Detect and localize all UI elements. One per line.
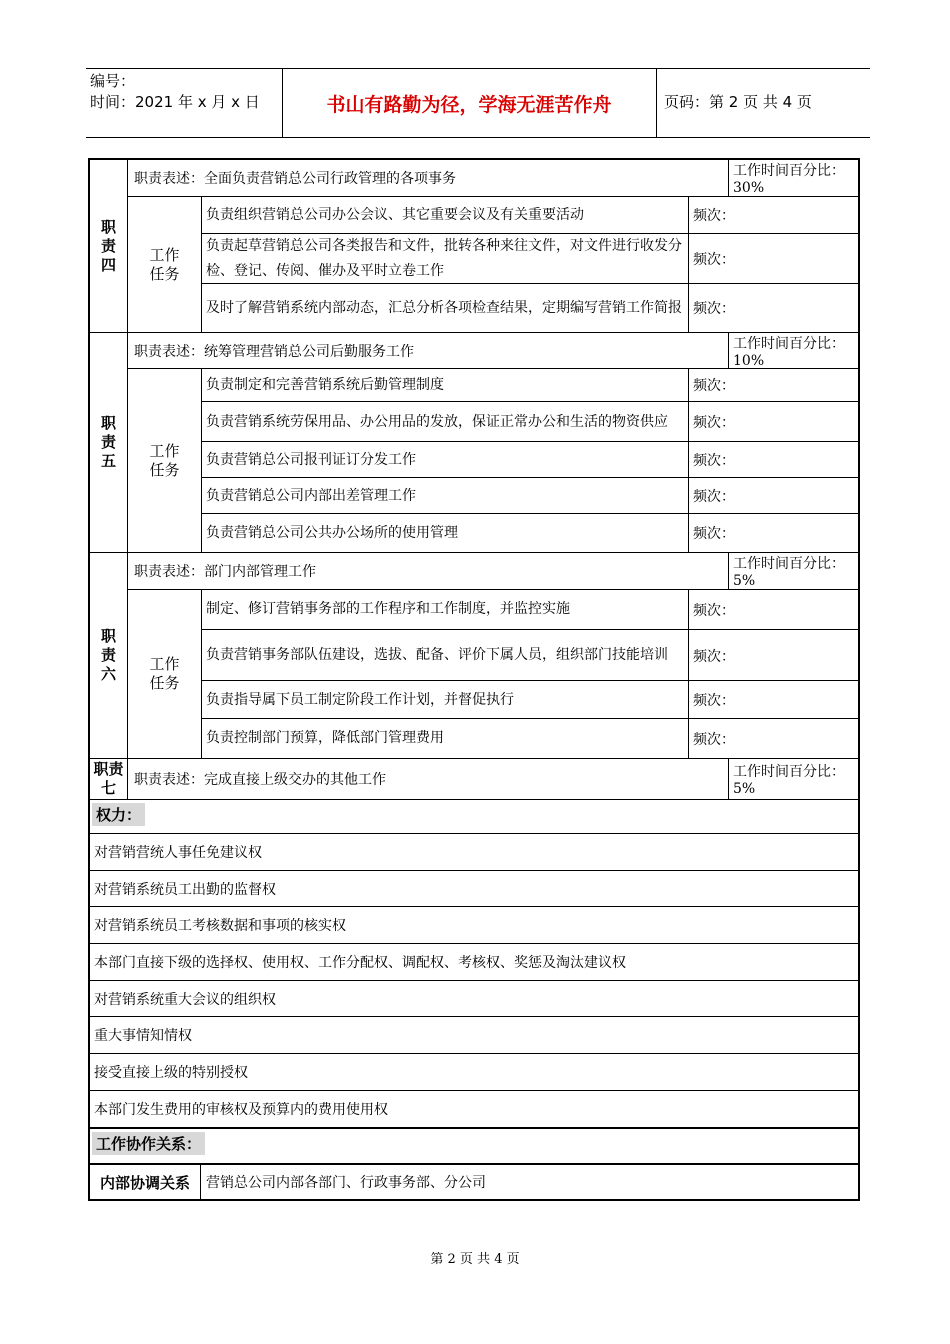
power-text: 接受直接上级的特别授权 [94,1065,248,1081]
power-text: 对营销系统重大会议的组织权 [94,991,276,1008]
duty-description-row [128,333,858,369]
task-row [202,629,858,681]
duty-description-row [128,553,858,590]
power-row [88,871,860,907]
task-row [202,369,858,401]
task-frequency: 频次： [688,514,858,552]
duty-description: 职责表述：完成直接上级交办的其他工作 [134,772,386,788]
duty-label-text: 职 责 六 [100,627,116,683]
task-label: 工作 任务 [128,369,202,552]
task-group [128,197,858,332]
task-text: 负责指导属下员工制定阶段工作计划，并督促执行 [206,691,514,708]
internal-relations-label: 内部协调关系 [90,1165,201,1199]
task-label: 工作 任务 [128,197,202,332]
duty-block-6 [88,553,860,759]
task-frequency: 频次： [688,719,858,758]
duty-description-row [128,759,858,799]
time-percent: 工作时间百分比：5% [728,553,858,589]
task-frequency: 频次： [688,369,858,401]
task-text: 负责起草营销总公司各类报告和文件，批转各种来往文件，对文件进行收发分检、登记、传阅、催办及平时立卷工作 [206,238,682,279]
header-divider [282,69,283,137]
relations-section-header [88,1129,860,1165]
power-text: 重大事情知情权 [94,1028,192,1044]
duty-description: 职责表述：部门内部管理工作 [134,564,316,580]
power-row [88,944,860,981]
duty-description: 职责表述：全面负责营销总公司行政管理的各项事务 [134,171,456,187]
page-header [86,68,870,138]
time-percent: 工作时间百分比：5% [728,759,858,799]
task-label: 工作 任务 [128,590,202,758]
task-frequency: 频次： [688,442,858,478]
duty-label-text: 职 责 五 [100,414,116,470]
time-percent: 工作时间百分比：10% [728,333,858,368]
duty-label [90,759,128,799]
task-frequency: 频次： [688,284,858,332]
time-label: 时间：2021 年 x 月 x 日 [90,93,260,111]
task-frequency: 频次： [688,590,858,629]
power-text: 对营销营统人事任免建议权 [94,845,262,861]
internal-relations-value: 营销总公司内部各部门、行政事务部、分公司 [206,1175,486,1191]
task-text: 负责营销总公司报刊证订分发工作 [206,451,416,468]
task-text: 负责营销系统劳保用品、办公用品的发放，保证正常办公和生活的物资供应 [206,413,668,430]
header-divider [656,69,657,137]
internal-relations-row [88,1165,860,1201]
duty-block-7 [88,759,860,800]
power-row [88,981,860,1017]
task-text: 负责控制部门预算，降低部门管理费用 [206,730,444,746]
relations-title: 工作协作关系： [92,1132,205,1155]
time-percent: 工作时间百分比：30% [728,160,858,196]
powers-title: 权力： [92,803,145,826]
task-group [128,369,858,552]
task-row [202,283,858,332]
power-row [88,1017,860,1054]
power-text: 对营销系统员工出勤的监督权 [94,881,276,898]
page-footer: 第 2 页 共 4 页 [430,1252,520,1267]
task-frequency: 频次： [688,681,858,719]
task-text: 负责营销总公司内部出差管理工作 [206,487,416,504]
task-frequency: 频次： [688,630,858,681]
task-row [202,513,858,552]
task-row [202,401,858,442]
power-row [88,1054,860,1091]
task-group [128,590,858,758]
duty-block-5 [88,333,860,553]
power-text: 对营销系统员工考核数据和事项的核实权 [94,918,346,934]
duty-label-text: 职 责 四 [100,217,116,274]
duty-description: 职责表述：统筹管理营销总公司后勤服务工作 [134,343,414,360]
task-frequency: 频次： [688,197,858,233]
power-row [88,1091,860,1129]
task-row [202,233,858,284]
task-frequency: 频次： [688,402,858,442]
header-meta [90,71,260,113]
power-row [88,834,860,871]
duty-label-text: 职责 七 [93,760,124,797]
task-row [202,718,858,758]
task-text: 负责组织营销总公司办公会议、其它重要会议及有关重要活动 [206,206,584,223]
power-text: 本部门发生费用的审核权及预算内的费用使用权 [94,1102,388,1118]
task-row [202,590,858,629]
task-text: 负责制定和完善营销系统后勤管理制度 [206,376,444,393]
power-text: 本部门直接下级的选择权、使用权、工作分配权、调配权、考核权、奖惩及淘汰建议权 [94,955,626,971]
header-slogan: 书山有路勤为径，学海无涯苦作舟 [326,93,612,116]
task-row [202,197,858,233]
page-info: 页码：第 2 页 共 4 页 [664,93,812,111]
task-frequency: 频次： [688,478,858,514]
number-label: 编号： [90,72,136,90]
powers-section-header [88,800,860,834]
power-row [88,907,860,944]
task-text: 负责营销总公司公共办公场所的使用管理 [206,524,458,541]
duty-table [88,158,860,1201]
task-text: 负责营销事务部队伍建设，选拔、配备、评价下属人员，组织部门技能培训 [206,647,668,663]
task-row [202,477,858,514]
task-frequency: 频次： [688,234,858,284]
task-text: 制定、修订营销事务部的工作程序和工作制度，并监控实施 [206,601,570,617]
duty-label [90,553,128,758]
duty-label [90,160,128,332]
task-row [202,680,858,719]
duty-description-row [128,160,858,197]
duty-block-4 [88,158,860,333]
duty-label [90,333,128,552]
task-text: 及时了解营销系统内部动态，汇总分析各项检查结果，定期编写营销工作简报 [206,299,682,316]
task-row [202,441,858,478]
